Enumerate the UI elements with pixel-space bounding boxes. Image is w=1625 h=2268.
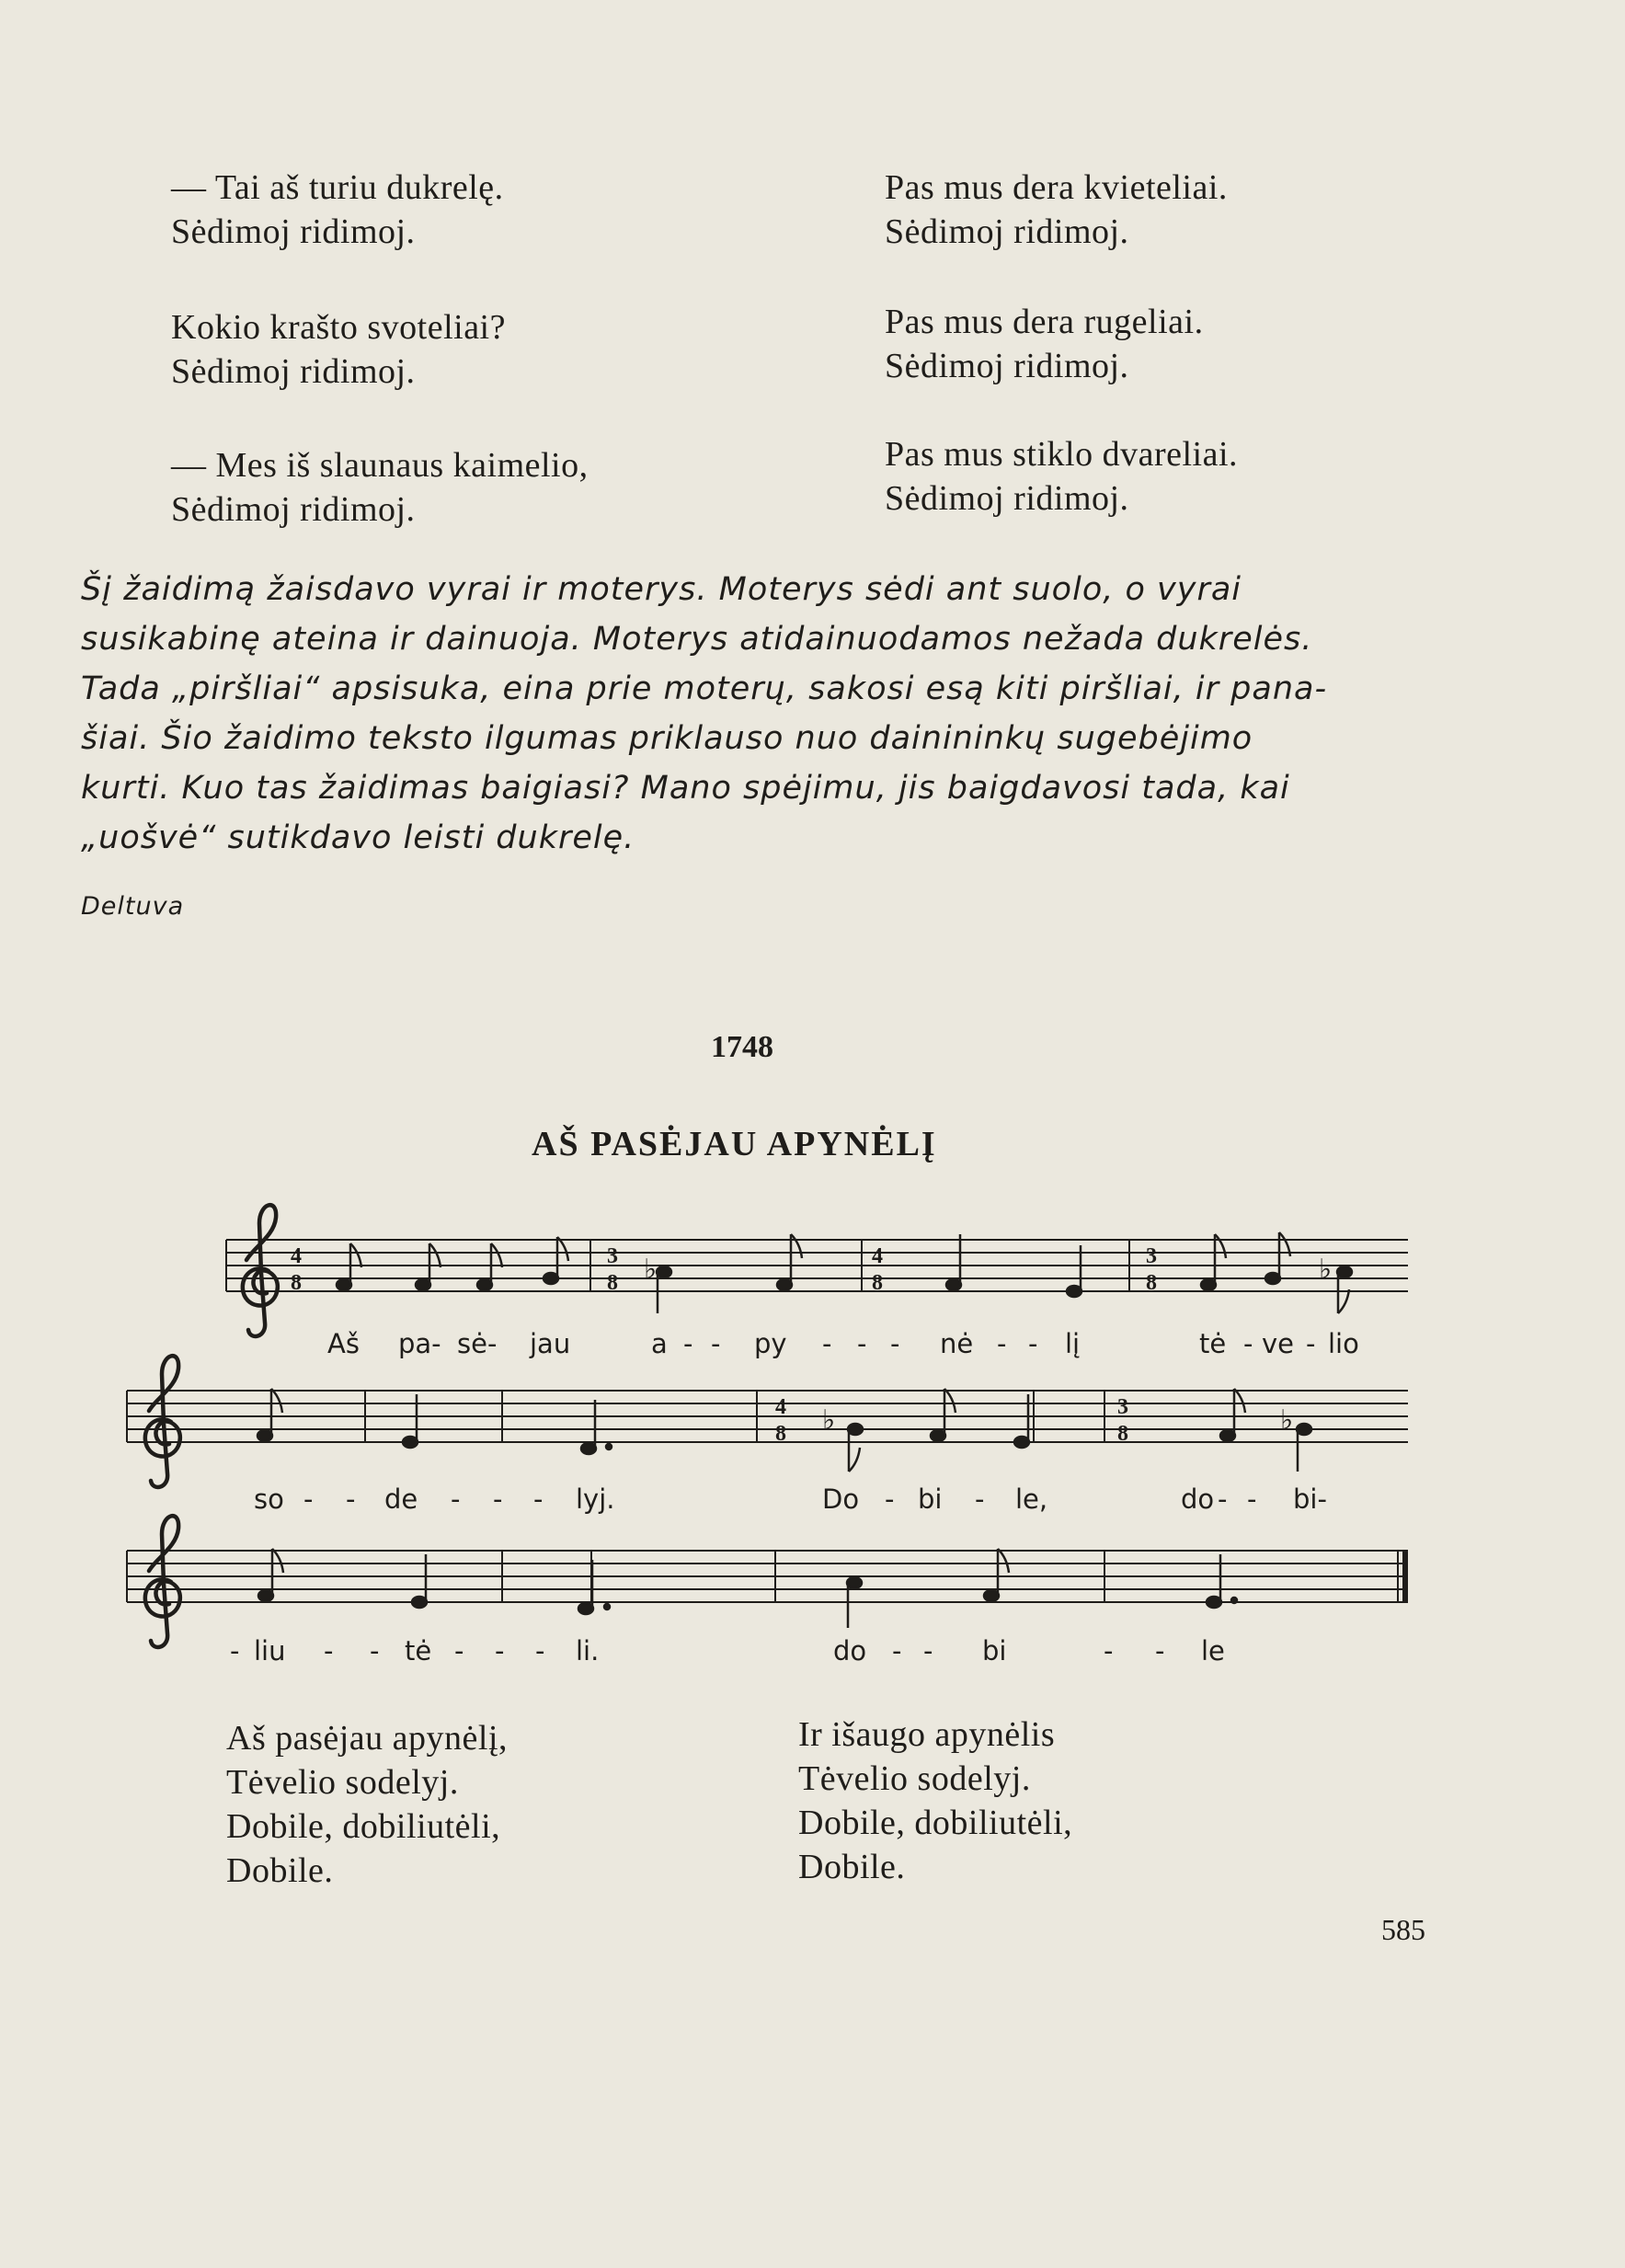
svg-text:4: 4 (775, 1395, 786, 1419)
verse-line: Dobile, dobiliutėli, (798, 1804, 1073, 1842)
staff-system-3 (127, 1551, 1408, 1602)
syllable: - (370, 1635, 380, 1667)
svg-text:8: 8 (775, 1422, 786, 1446)
verse-line: Dobile, dobiliutėli, (226, 1807, 501, 1846)
verse-line: Tėvelio sodelyj. (798, 1759, 1031, 1798)
svg-text:8: 8 (872, 1271, 883, 1295)
svg-text:♭: ♭ (1319, 1254, 1333, 1286)
syllable: lį (1065, 1328, 1081, 1359)
syllable: bi (982, 1635, 1007, 1667)
verse-line: Sėdimoj ridimoj. (885, 479, 1129, 518)
song-number: 1748 (711, 1030, 773, 1064)
staff-system-1 (226, 1240, 1408, 1291)
staff-system-2 (127, 1391, 1408, 1442)
syllable: lyj. (576, 1483, 615, 1515)
syllable: - (493, 1483, 503, 1515)
syllable: nė (940, 1328, 974, 1359)
verse-line: Sėdimoj ridimoj. (171, 212, 416, 251)
syllable: - (324, 1635, 334, 1667)
syllable: - (451, 1483, 461, 1515)
treble-clef-icon (243, 1205, 278, 1336)
place-name: Deltuva (81, 892, 185, 921)
syllable: pa- (398, 1328, 441, 1359)
svg-text:8: 8 (607, 1271, 618, 1295)
svg-text:4: 4 (291, 1244, 302, 1268)
verse-line: Ir išaugo apynėlis (798, 1715, 1056, 1754)
svg-text:8: 8 (1117, 1422, 1128, 1446)
syllable: sė- (457, 1328, 498, 1359)
syllable: - (997, 1328, 1007, 1359)
syllable: - (1247, 1483, 1257, 1515)
song-verse-2 (798, 1712, 1072, 1889)
svg-text:8: 8 (291, 1271, 302, 1295)
notes-system-1 (337, 1232, 1352, 1313)
syllable: - (857, 1328, 867, 1359)
syllable: do (1181, 1483, 1215, 1515)
syllable: tė (405, 1635, 432, 1667)
syllable: - (533, 1483, 544, 1515)
syllable: - (822, 1328, 832, 1359)
verse-line: Pas mus stiklo dvareliai. (885, 435, 1239, 474)
syllable: - (1306, 1328, 1316, 1359)
paragraph-line: Tada „piršliai“ apsisuka, eina prie moterų, sakosi esą kiti piršliai, ir pana- (81, 670, 1328, 707)
song-verse-1 (226, 1716, 508, 1893)
svg-text:3: 3 (1146, 1244, 1157, 1268)
verse-line: Aš pasėjau apynėlį, (226, 1719, 509, 1758)
verse-line: — Tai aš turiu dukrelę. (171, 168, 504, 207)
syllable: do (833, 1635, 867, 1667)
syllable: - (890, 1328, 900, 1359)
syllable: py (754, 1328, 787, 1359)
syllable: - (1028, 1328, 1038, 1359)
syllable: - (230, 1635, 240, 1667)
svg-text:♭: ♭ (1280, 1404, 1294, 1437)
syllable: - (975, 1483, 985, 1515)
syllable: - (885, 1483, 895, 1515)
svg-text:3: 3 (607, 1244, 618, 1268)
syllable: - (1104, 1635, 1114, 1667)
syllable: - (683, 1328, 693, 1359)
syllable: so (254, 1483, 284, 1515)
verse-line: Dobile. (798, 1848, 906, 1886)
syllable: - (1243, 1328, 1253, 1359)
syllable: Aš (327, 1328, 360, 1359)
verse-line: — Mes iš slaunaus kaimelio, (171, 446, 589, 485)
syllable: lio (1328, 1328, 1359, 1359)
syllable: - (303, 1483, 314, 1515)
svg-text:4: 4 (872, 1244, 883, 1268)
syllable: - (495, 1635, 505, 1667)
syllable: - (1155, 1635, 1165, 1667)
syllable: - (1218, 1483, 1228, 1515)
paragraph-line: susikabinę ateina ir dainuoja. Moterys atidainuodamos nežada dukrelės. (81, 621, 1313, 658)
treble-clef-icon (145, 1516, 180, 1647)
svg-text:3: 3 (1117, 1395, 1128, 1419)
paragraph-line: šiai. Šio žaidimo teksto ilgumas priklauso nuo dainininkų sugebėjimo (81, 720, 1253, 757)
syllable: le (1201, 1635, 1225, 1667)
song-title: AŠ PASĖJAU APYNĖLĮ (532, 1125, 937, 1163)
paragraph-line: kurti. Kuo tas žaidimas baigiasi? Mano spėjimu, jis baigdavosi tada, kai (81, 770, 1290, 807)
syllable: bi (918, 1483, 943, 1515)
syllable: - (923, 1635, 933, 1667)
svg-text:♭: ♭ (822, 1404, 836, 1437)
syllable: li. (576, 1635, 600, 1667)
syllable: le, (1015, 1483, 1048, 1515)
syllable: de (384, 1483, 418, 1515)
treble-clef-icon (145, 1356, 180, 1487)
syllable: jau (530, 1328, 571, 1359)
verse-line: Sėdimoj ridimoj. (885, 212, 1129, 251)
verse-line: Kokio krašto svoteliai? (171, 308, 506, 347)
syllable: ve (1262, 1328, 1295, 1359)
syllable: a (651, 1328, 668, 1359)
syllable: - (892, 1635, 902, 1667)
verse-line: Sėdimoj ridimoj. (171, 490, 416, 529)
syllable: tė (1199, 1328, 1227, 1359)
syllable: - (454, 1635, 464, 1667)
verse-line: Tėvelio sodelyj. (226, 1763, 459, 1802)
syllable: Do (822, 1483, 860, 1515)
svg-text:8: 8 (1146, 1271, 1157, 1295)
verse-line: Pas mus dera kvieteliai. (885, 168, 1228, 207)
verse-line: Sėdimoj ridimoj. (885, 347, 1129, 385)
svg-text:♭: ♭ (644, 1254, 658, 1286)
verse-line: Pas mus dera rugeliai. (885, 303, 1204, 341)
syllable: - (711, 1328, 721, 1359)
page-number: 585 (1381, 1913, 1425, 1946)
verse-line: Dobile. (226, 1851, 334, 1890)
syllable: liu (254, 1635, 286, 1667)
paragraph-line: Šį žaidimą žaisdavo vyrai ir moterys. Moterys sėdi ant suolo, o vyrai (81, 571, 1242, 608)
verse-line: Sėdimoj ridimoj. (171, 352, 416, 391)
paragraph-line: „uošvė“ sutikdavo leisti dukrelę. (81, 819, 635, 856)
syllable: - (346, 1483, 356, 1515)
syllable: bi- (1293, 1483, 1327, 1515)
syllable: - (535, 1635, 545, 1667)
